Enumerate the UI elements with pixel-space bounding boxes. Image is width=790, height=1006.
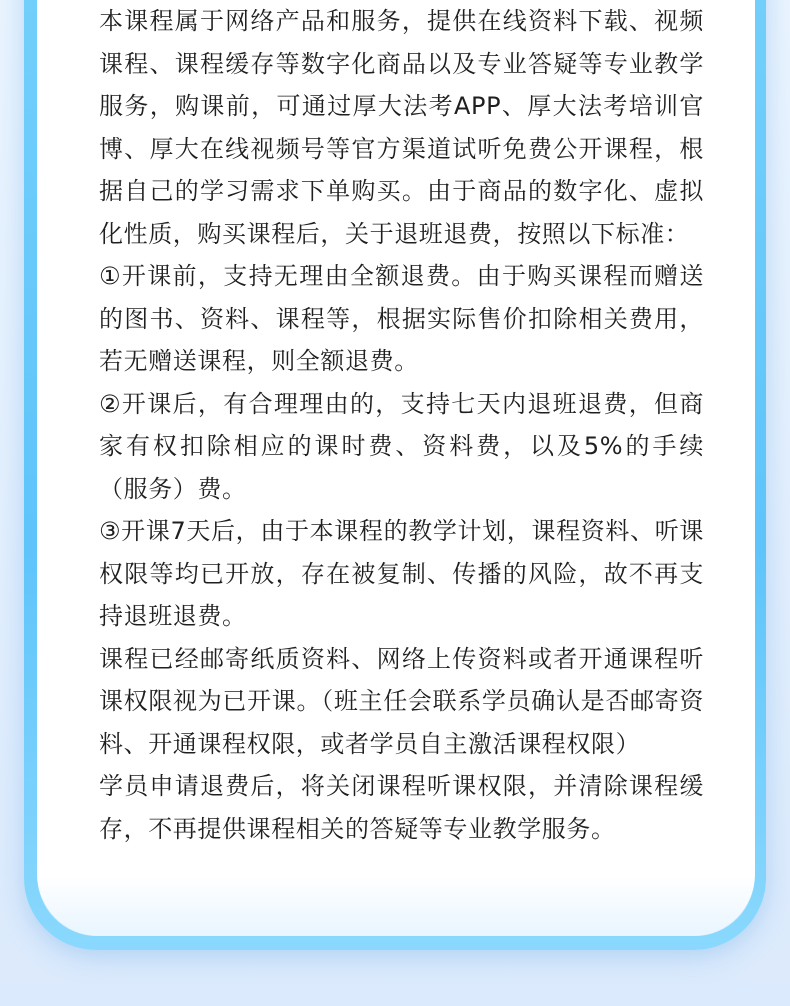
policy-note-started: 课程已经邮寄纸质资料、网络上传资料或者开通课程听课权限视为已开课。（班主任会联系学员确认是否邮寄资料、开通课程权限，或者学员自主激活课程权限）	[99, 644, 704, 758]
refund-policy-text	[99, 0, 704, 850]
policy-rule-2: ②开课后，有合理理由的，支持七天内退班退费，但商家有权扣除相应的课时费、资料费，以及5%的手续（服务）费。	[99, 389, 704, 503]
policy-intro: 本课程属于网络产品和服务，提供在线资料下载、视频课程、课程缓存等数字化商品以及专业答疑等专业教学服务，购课前，可通过厚大法考APP、厚大法考培训官博、厚大在线视频号等官方渠道试听免费公开课程，根据自己的学习需求下单购买。由于商品的数字化、虚拟化性质，购买课程后，关于退班退费，按照以下标准：	[99, 7, 704, 248]
policy-rule-3: ③开课7天后，由于本课程的教学计划，课程资料、听课权限等均已开放，存在被复制、传播的风险，故不再支持退班退费。	[99, 517, 704, 630]
policy-note-after-refund: 学员申请退费后，将关闭课程听课权限，并清除课程缓存，不再提供课程相关的答疑等专业教学服务。	[99, 772, 704, 843]
policy-rule-1: ①开课前，支持无理由全额退费。由于购买课程而赠送的图书、资料、课程等，根据实际售价扣除相关费用，若无赠送课程，则全额退费。	[99, 262, 704, 375]
